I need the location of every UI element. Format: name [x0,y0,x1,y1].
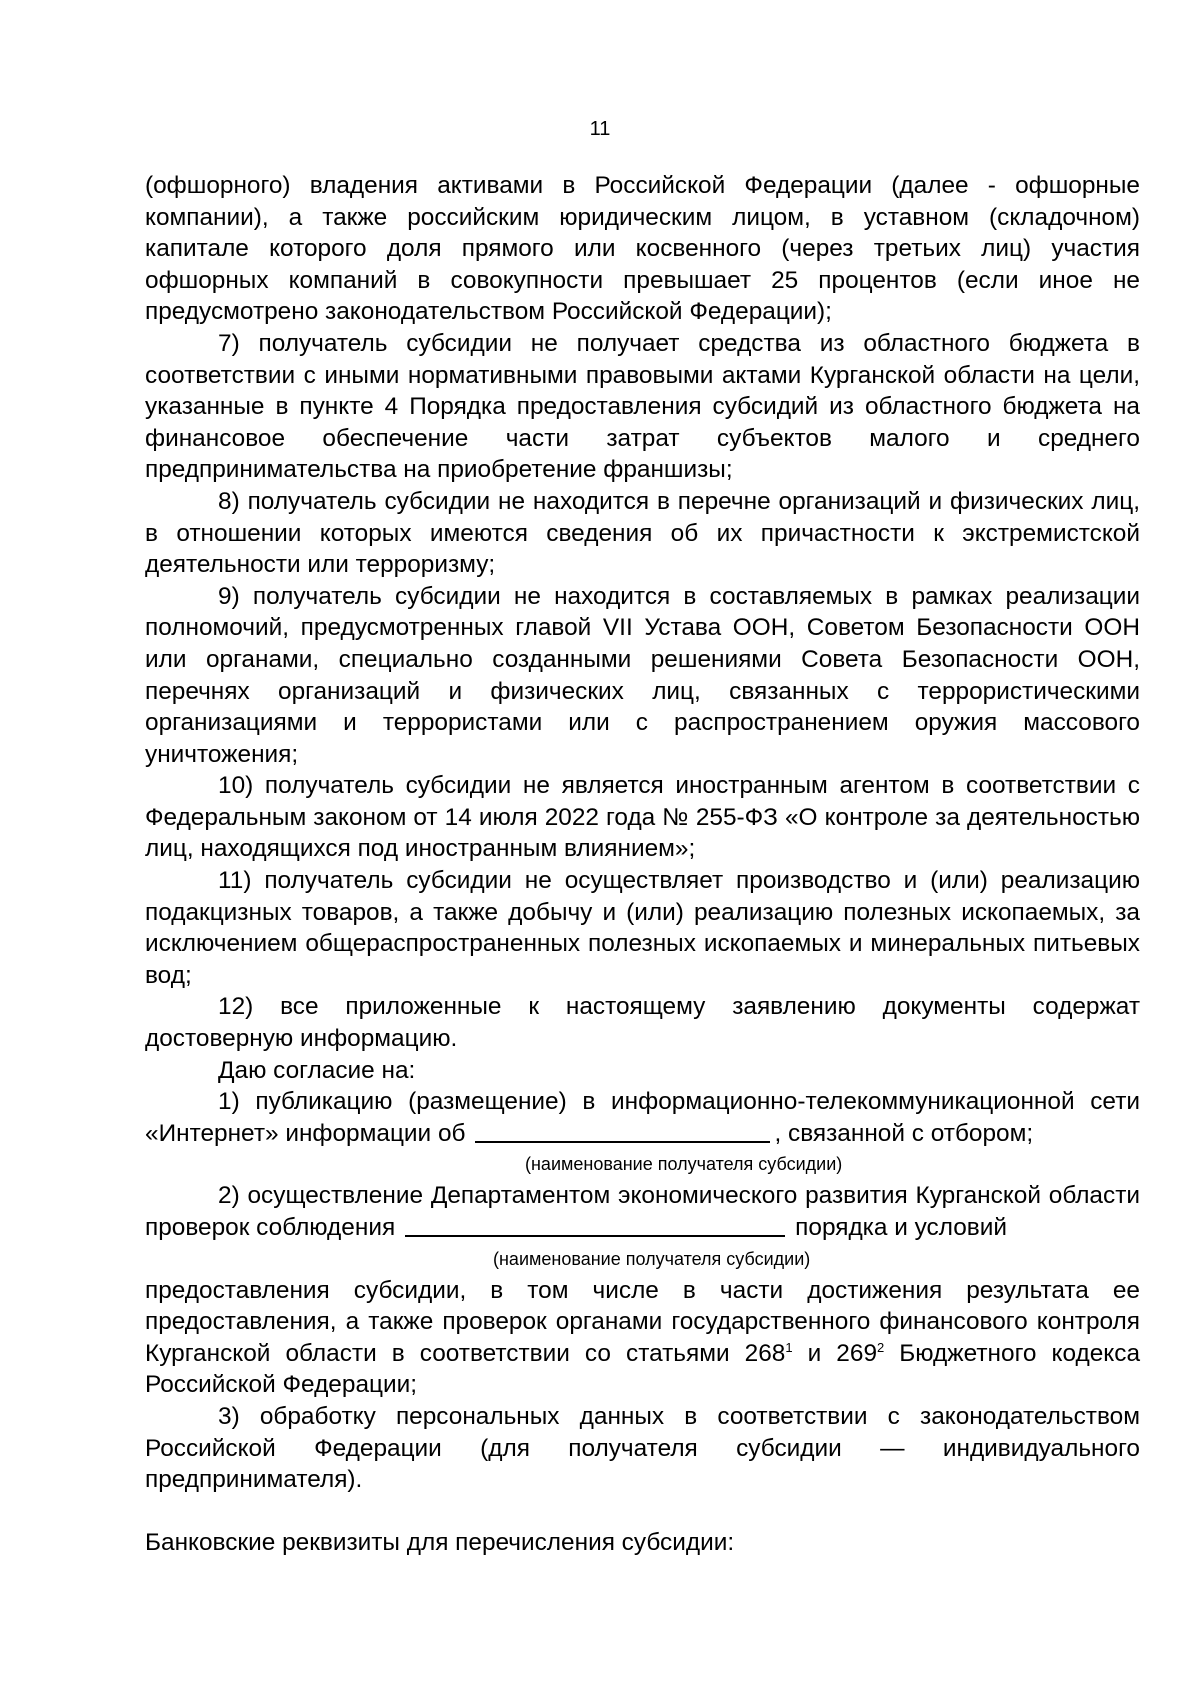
consent-item-2-cont-text-3: Бюджетного кодекса Российской Федерации; [145,1339,1141,1399]
consent-item-2-cont-text-2: и 269 [792,1339,878,1367]
consent-item-2-text: 2) осуществление Департаментом экономического развития Курганской области проверок соблюдения [145,1182,1140,1241]
paragraph-item-9: 9) получатель субсидии не находится в составляемых в рамках реализации полномочий, предусмотренных главой VII Устава ООН, Советом Безопасности ООН или органами, специально созданными решениями Совета Безопасности ООН, перечнях организаций и физических лиц, связанных с террористическими организациями и террористами или с распространением оружия массового уничтожения; [145,582,1140,768]
consent-item-1-text: 1) публикацию (размещение) в информационно-телекоммуникационной сети «Интернет» информации об [145,1088,1140,1147]
blank-caption-1: (наименование получателя субсидии) [525,1154,843,1175]
bank-details-heading: Банковские реквизиты для перечисления субсидии: [145,1528,735,1556]
paragraph-continuation: (офшорного) владения активами в Российской Федерации (далее - офшорные компании), а также российским юридическим лицом, в уставном (складочном) капитале которого доля прямого или косвенного (через третьих лиц) участия офшорных компаний в совокупности превышает 25 процентов (если иное не предусмотрено законодательством Российской Федерации); [145,172,1140,326]
consent-item-3: 3) обработку персональных данных в соответствии с законодательством Российской Федерации (для получателя субсидии — индивидуального предпринимателя). [145,1402,1140,1494]
paragraph-item-12: 12) все приложенные к настоящему заявлению документы содержат достоверную информацию. [145,993,1140,1053]
superscript-2: 2 [877,1339,885,1355]
recipient-name-blank-2[interactable] [405,1213,785,1237]
document-body [145,170,1140,1558]
paragraph-spacer [145,1496,1140,1527]
consent-item-1-text-end: , связанной с отбором; [774,1119,1034,1147]
consent-item-1 [145,1086,1140,1149]
consent-item-2 [145,1180,1140,1243]
consent-item-2-cont-text: предоставления субсидии, в том числе в части достижения результата ее предоставления, а также проверок органами государственного финансового контроля Курганской области в соответствии со статьями 268 [145,1276,1140,1367]
paragraph-item-8: 8) получатель субсидии не находится в перечне организаций и физических лиц, в отношении которых имеются сведения об их причастности к экстремистской деятельности или терроризму; [145,487,1140,579]
consent-item-2-continuation [145,1275,1140,1401]
consent-heading: Даю согласие на: [218,1056,416,1084]
recipient-name-blank-1[interactable] [475,1119,770,1143]
blank-caption-2: (наименование получателя субсидии) [493,1248,811,1269]
paragraph-item-10: 10) получатель субсидии не является иностранным агентом в соответствии с Федеральным законом от 14 июля 2022 года № 255-ФЗ «О контроле за деятельностью лиц, находящихся под иностранным влиянием»; [145,772,1140,863]
consent-item-2-text-end: порядка и условий [795,1214,1008,1241]
paragraph-item-7: 7) получатель субсидии не получает средства из областного бюджета в соответствии с иными нормативными правовыми актами Курганской области на цели, указанные в пункте 4 Порядка предоставления субсидий из областного бюджета на финансовое обеспечение части затрат субъектов малого и среднего предпринимательства на приобретение франшизы; [145,329,1140,484]
superscript-1: 1 [785,1339,793,1355]
paragraph-item-11: 11) получатель субсидии не осуществляет производство и (или) реализацию подакцизных товаров, а также добычу и (или) реализацию полезных ископаемых, за исключением общераспространенных полезных ископаемых и минеральных питьевых вод; [145,867,1140,989]
page-number: 11 [589,118,611,140]
